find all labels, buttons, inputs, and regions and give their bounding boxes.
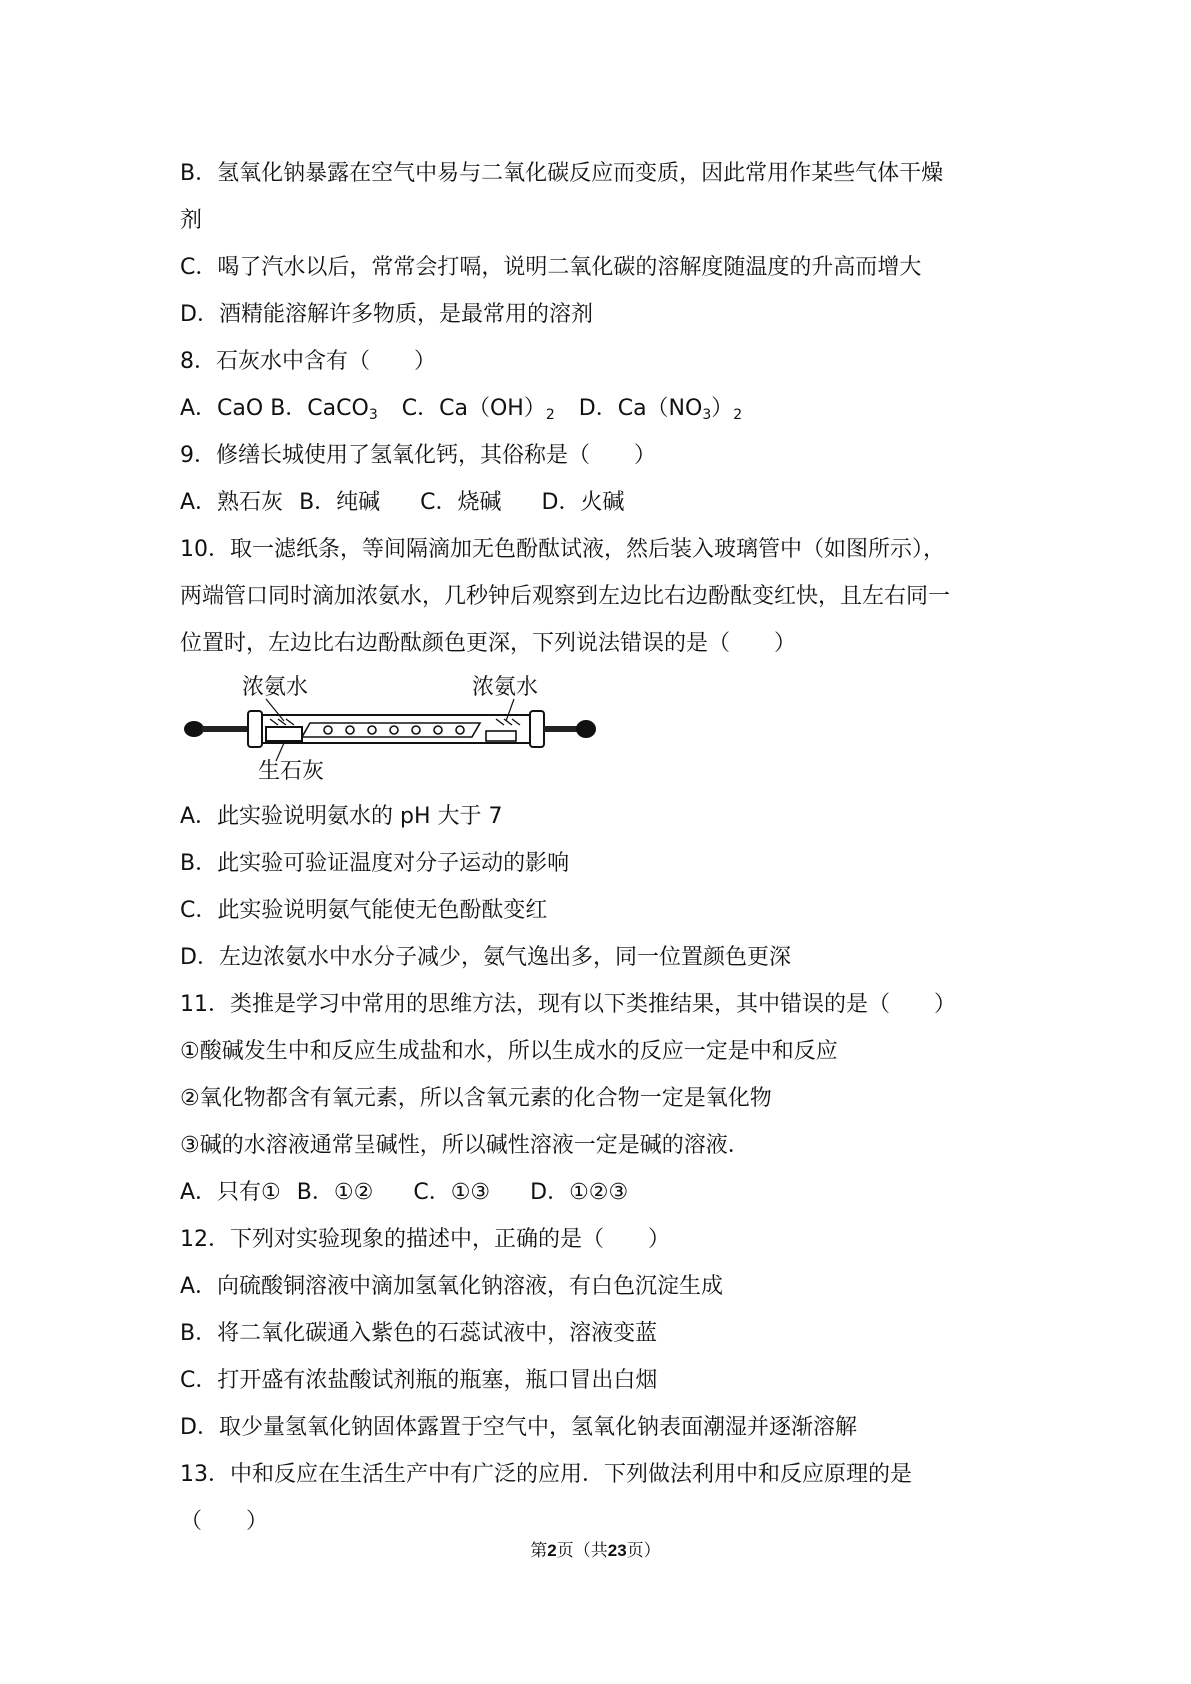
q13-stem-line2: （ ） [180, 1509, 269, 1534]
q7-option-b-line1: B．氢氧化钠暴露在空气中易与二氧化碳反应而变质，因此常用作某些气体干燥 [180, 161, 944, 186]
figure-label-left: 浓氨水 [242, 675, 309, 700]
q9-stem: 9．修缮长城使用了氢氧化钙，其俗称是（ ） [180, 443, 656, 468]
q10-stem-line1: 10．取一滤纸条，等间隔滴加无色酚酞试液，然后装入玻璃管中（如图所示）， [180, 537, 945, 562]
q8-option-d-subscript-1: 3 [702, 407, 712, 423]
q9-option-c: C．烧碱 [420, 490, 502, 515]
q12-option-b: B．将二氧化碳通入紫色的石蕊试液中，溶液变蓝 [180, 1321, 658, 1346]
q8-option-b-text: B．CaCO [270, 396, 369, 421]
q11-statement-2: ②氧化物都含有氧元素，所以含氧元素的化合物一定是氧化物 [180, 1086, 772, 1111]
q8-options [180, 385, 1020, 432]
right-rubber-bulb [576, 720, 596, 738]
q12-option-c: C．打开盛有浓盐酸试剂瓶的瓶塞，瓶口冒出白烟 [180, 1368, 658, 1393]
q10-option-b: B．此实验可验证温度对分子运动的影响 [180, 851, 570, 876]
q9-option-a: A．熟石灰 [180, 490, 284, 515]
q8-option-c-subscript: 2 [545, 407, 555, 423]
right-stopper [530, 711, 544, 747]
q8-option-b [270, 396, 378, 421]
q12-option-d: D．取少量氢氧化钠固体露置于空气中，氢氧化钠表面潮湿并逐渐溶解 [180, 1415, 857, 1440]
q9-option-b: B．纯碱 [299, 490, 381, 515]
q8-option-b-subscript: 3 [368, 407, 378, 423]
q8-option-d-subscript-2: 2 [733, 407, 743, 423]
q11-statement-3: ③碱的水溶液通常呈碱性，所以碱性溶液一定是碱的溶液． [180, 1133, 750, 1158]
q12-stem: 12．下列对实验现象的描述中，正确的是（ ） [180, 1227, 670, 1252]
footer-total-pages: 23 [607, 1541, 627, 1560]
q9-options [180, 479, 1020, 526]
left-stopper [248, 711, 262, 747]
q8-option-a: A．CaO [180, 396, 264, 421]
q8-stem: 8．石灰水中含有（ ） [180, 349, 436, 374]
q8-option-d [579, 396, 742, 421]
figure-label-right: 浓氨水 [472, 675, 539, 700]
q11-option-d: D．①②③ [530, 1180, 629, 1205]
q13-stem-line1: 13．中和反应在生活生产中有广泛的应用．下列做法利用中和反应原理的是 [180, 1462, 912, 1487]
q11-option-c: C．①③ [413, 1180, 491, 1205]
q7-option-c: C．喝了汽水以后，常常会打嗝，说明二氧化碳的溶解度随温度的升高而增大 [180, 255, 922, 280]
q7-option-d: D．酒精能溶解许多物质，是最常用的溶剂 [180, 302, 593, 327]
q10-stem-line2: 两端管口同时滴加浓氨水，几秒钟后观察到左边比右边酚酞变红快，且左右同一 [180, 584, 951, 609]
q10-option-a: A．此实验说明氨水的 pH 大于 7 [180, 804, 503, 829]
q11-option-a: A．只有① [180, 1180, 281, 1205]
q11-stem: 11．类推是学习中常用的思维方法，现有以下类推结果，其中错误的是（ ） [180, 992, 956, 1017]
q9-option-d: D．火碱 [541, 490, 625, 515]
q10-option-d: D．左边浓氨水中水分子减少，氨气逸出多，同一位置颜色更深 [180, 945, 791, 970]
q11-option-b: B．①② [296, 1180, 374, 1205]
left-dropper-stem [202, 726, 250, 732]
footer-page-number: 2 [547, 1541, 557, 1560]
q10-stem-line3: 位置时，左边比右边酚酞颜色更深，下列说法错误的是（ ） [180, 631, 797, 656]
right-block [486, 731, 516, 741]
footer-suffix: 页） [626, 1541, 661, 1561]
q7-option-b-line2: 剂 [180, 208, 203, 233]
page-footer [0, 1536, 1191, 1561]
right-dropper-stem [544, 726, 580, 732]
footer-middle: 页（共 [556, 1541, 608, 1561]
q8-option-d-text: D．Ca（NO [578, 396, 703, 421]
q10-option-c: C．此实验说明氨气能使无色酚酞变红 [180, 898, 548, 923]
footer-prefix: 第 [530, 1541, 548, 1561]
q8-option-d-paren: ） [711, 396, 734, 421]
q8-option-c-text: C．Ca（OH） [401, 396, 546, 421]
q11-statement-1: ①酸碱发生中和反应生成盐和水，所以生成水的反应一定是中和反应 [180, 1039, 838, 1064]
figure-label-bottom: 生石灰 [258, 759, 325, 784]
q11-options [180, 1169, 1020, 1216]
glass-tube-figure [180, 673, 600, 791]
quicklime-block [266, 727, 302, 741]
q12-option-a: A．向硫酸铜溶液中滴加氢氧化钠溶液，有白色沉淀生成 [180, 1274, 724, 1299]
q8-option-c [402, 396, 555, 421]
exam-page [180, 150, 1020, 1545]
left-rubber-bulb [184, 721, 204, 737]
